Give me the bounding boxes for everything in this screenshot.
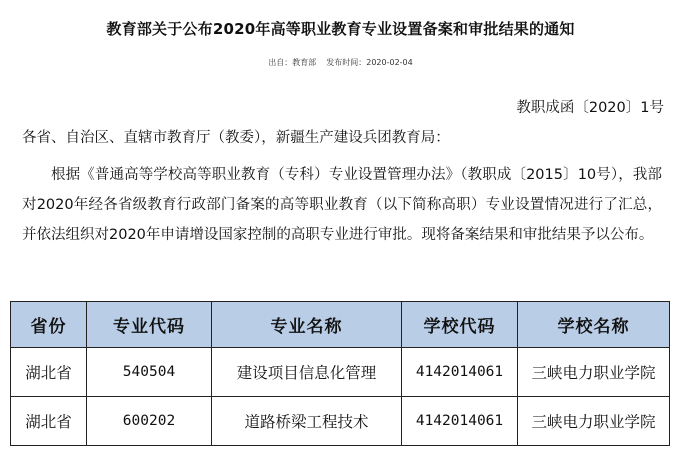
page-title: 教育部关于公布2020年高等职业教育专业设置备案和审批结果的通知 — [106, 20, 575, 38]
cell-school-name: 三峡电力职业学院 — [518, 397, 670, 446]
results-table — [10, 301, 670, 446]
publication-meta — [0, 57, 681, 69]
header-school-code: 学校代码 — [402, 302, 518, 348]
document-number: 教职成函〔2020〕1号 — [516, 100, 664, 116]
table-row — [11, 397, 670, 446]
publish-time: 发布时间：2020-02-04 — [326, 58, 413, 67]
header-province: 省份 — [11, 302, 87, 348]
cell-province: 湖北省 — [11, 397, 87, 446]
header-school-name: 学校名称 — [518, 302, 670, 348]
body-paragraph: 根据《普通高等学校高等职业教育（专科）专业设置管理办法》（教职成〔2015〕10号），我部对2020年经各省级教育行政部门备案的高等职业教育（以下简称高职）专业设置情况进行了汇总，并依法组织对2020年申请增设国家控制的高职专业进行审批。现将备案结果和审批结果予以公布。 — [22, 167, 662, 243]
cell-province: 湖北省 — [11, 348, 87, 397]
cell-school-code: 4142014061 — [402, 397, 518, 446]
cell-school-code: 4142014061 — [402, 348, 518, 397]
table-header-row — [11, 302, 670, 348]
source-label: 出自：教育部 — [268, 58, 317, 67]
table-row — [11, 348, 670, 397]
header-major-name: 专业名称 — [212, 302, 402, 348]
cell-major-code: 600202 — [87, 397, 212, 446]
cell-major-code: 540504 — [87, 348, 212, 397]
results-table-container — [10, 301, 669, 446]
cell-major-name: 道路桥梁工程技术 — [212, 397, 402, 446]
cell-major-name: 建设项目信息化管理 — [212, 348, 402, 397]
header-major-code: 专业代码 — [87, 302, 212, 348]
cell-school-name: 三峡电力职业学院 — [518, 348, 670, 397]
salutation: 各省、自治区、直辖市教育厅（教委），新疆生产建设兵团教育局： — [22, 130, 450, 146]
